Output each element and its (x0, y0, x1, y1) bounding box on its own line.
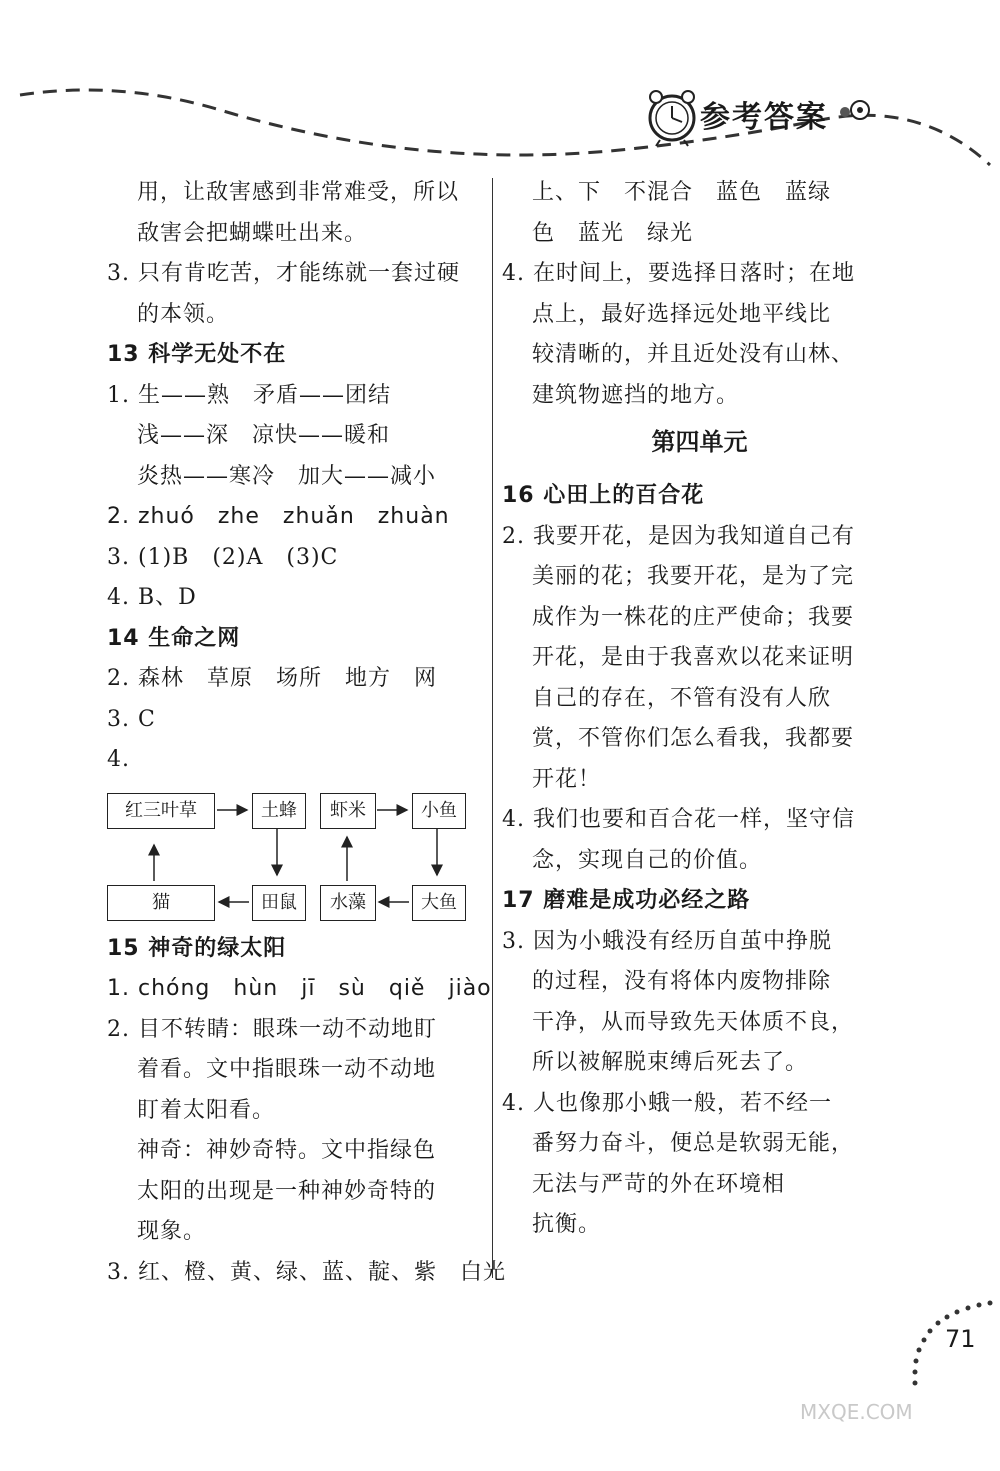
unit-title: 第四单元 (651, 428, 748, 456)
text-line: 现象。 (137, 1219, 207, 1244)
page-header-title: 参考答案 (700, 100, 828, 135)
text-line: 开花，是由于我喜欢以花来证明 (532, 645, 855, 670)
text-line: 点上，最好选择远处地平线比 (532, 301, 832, 327)
watermark: MXQE.COM (800, 1400, 913, 1424)
text-line: 4. (107, 747, 130, 772)
text-line: 2. zhuó zhe zhuǎn zhuàn (107, 504, 450, 529)
text-line: 3. 红、橙、黄、绿、蓝、靛、紫 白光 (107, 1259, 506, 1285)
text-line: 上、下 不混合 蓝色 蓝绿 (532, 180, 832, 205)
text-line: 无法与严苛的外在环境相 (532, 1171, 786, 1197)
text-line: 色 蓝光 绿光 (532, 220, 694, 246)
right-lines-2 (502, 476, 897, 1246)
text-line: 开花！ (532, 766, 602, 792)
column-divider (492, 178, 493, 1278)
text-line: 番努力奋斗，便总是软弱无能， (532, 1131, 855, 1156)
alarm-clock-icon (650, 91, 694, 146)
web-node-shrimp: 虾米 (320, 793, 376, 829)
page-number-dots (905, 1295, 1000, 1415)
flower-icon (840, 101, 869, 119)
text-line: 3. 因为小蛾没有经历自茧中挣脱 (502, 928, 832, 954)
web-node-bumblebee: 土蜂 (252, 793, 306, 829)
text-line: 用，让敌害感到非常难受，所以 (137, 180, 460, 205)
section-heading: 15 神奇的绿太阳 (107, 935, 287, 961)
web-node-small-fish: 小鱼 (412, 793, 466, 829)
text-line: 4. 我们也要和百合花一样，坚守信 (502, 807, 855, 832)
text-line: 2. 目不转睛：眼珠一动不动地盯 (107, 1016, 437, 1042)
right-column (502, 173, 897, 1246)
text-line: 成作为一株花的庄严使命；我要 (532, 604, 855, 630)
web-node-algae: 水藻 (320, 885, 376, 921)
web-node-field-mouse: 田鼠 (252, 885, 306, 921)
text-line: 盯着太阳看。 (137, 1097, 276, 1123)
text-line: 着看。文中指眼珠一动不动地 (137, 1057, 437, 1082)
text-line: 建筑物遮挡的地方。 (532, 382, 740, 408)
section-heading: 13 科学无处不在 (107, 342, 287, 367)
text-line: 所以被解脱束缚后死去了。 (532, 1050, 809, 1075)
text-line: 2. 我要开花，是因为我知道自己有 (502, 523, 855, 549)
text-line: 的本领。 (137, 301, 230, 327)
text-line: 4. 人也像那小蛾一般，若不经一 (502, 1090, 832, 1116)
text-line: 干净，从而导致先天体质不良， (532, 1009, 855, 1035)
page-number: 71 (945, 1325, 976, 1353)
section-heading: 17 磨难是成功必经之路 (502, 888, 751, 913)
text-line: 炎热——寒冷 加大——减小 (137, 463, 437, 489)
text-line: 2. 森林 草原 场所 地方 网 (107, 666, 437, 691)
text-line: 自己的存在，不管有没有人欣 (532, 685, 832, 711)
text-line: 太阳的出现是一种神妙奇特的 (137, 1178, 437, 1204)
text-line: 浅——深 凉快——暖和 (137, 423, 391, 448)
left-lines-2 (107, 929, 506, 1294)
text-line: 敌害会把蝴蝶吐出来。 (137, 220, 368, 246)
web-node-cat: 猫 (107, 885, 215, 921)
text-line: 3. 只有肯吃苦，才能练就一套过硬 (107, 261, 460, 286)
text-line: 念，实现自己的价值。 (532, 847, 763, 873)
text-line: 美丽的花；我要开花，是为了完 (532, 564, 855, 589)
text-line: 神奇：神妙奇特。文中指绿色 (137, 1138, 437, 1163)
left-column (107, 173, 506, 1293)
text-line: 较清晰的，并且近处没有山林、 (532, 342, 855, 367)
food-web-diagram (107, 781, 492, 929)
text-line: 赏，不管你们怎么看我，我都要 (532, 726, 855, 751)
text-line: 4. 在时间上，要选择日落时；在地 (502, 261, 855, 286)
header-decoration (0, 0, 1000, 190)
text-line: 抗衡。 (532, 1212, 602, 1237)
web-node-red-clover: 红三叶草 (107, 793, 215, 829)
text-line: 4. B、D (107, 585, 197, 610)
text-line: 3. (1)B (2)A (3)C (107, 544, 339, 570)
section-heading: 16 心田上的百合花 (502, 483, 705, 508)
text-line: 的过程，没有将体内废物排除 (532, 969, 832, 994)
text-line: 1. 生——熟 矛盾——团结 (107, 382, 391, 408)
text-line: 3. C (107, 706, 156, 732)
web-node-big-fish: 大鱼 (412, 885, 466, 921)
left-lines-1 (107, 173, 492, 781)
right-lines-1 (502, 173, 897, 416)
text-line: 1. chóng hùn jī sù qiě jiào (107, 976, 492, 1001)
section-heading: 14 生命之网 (107, 625, 241, 651)
